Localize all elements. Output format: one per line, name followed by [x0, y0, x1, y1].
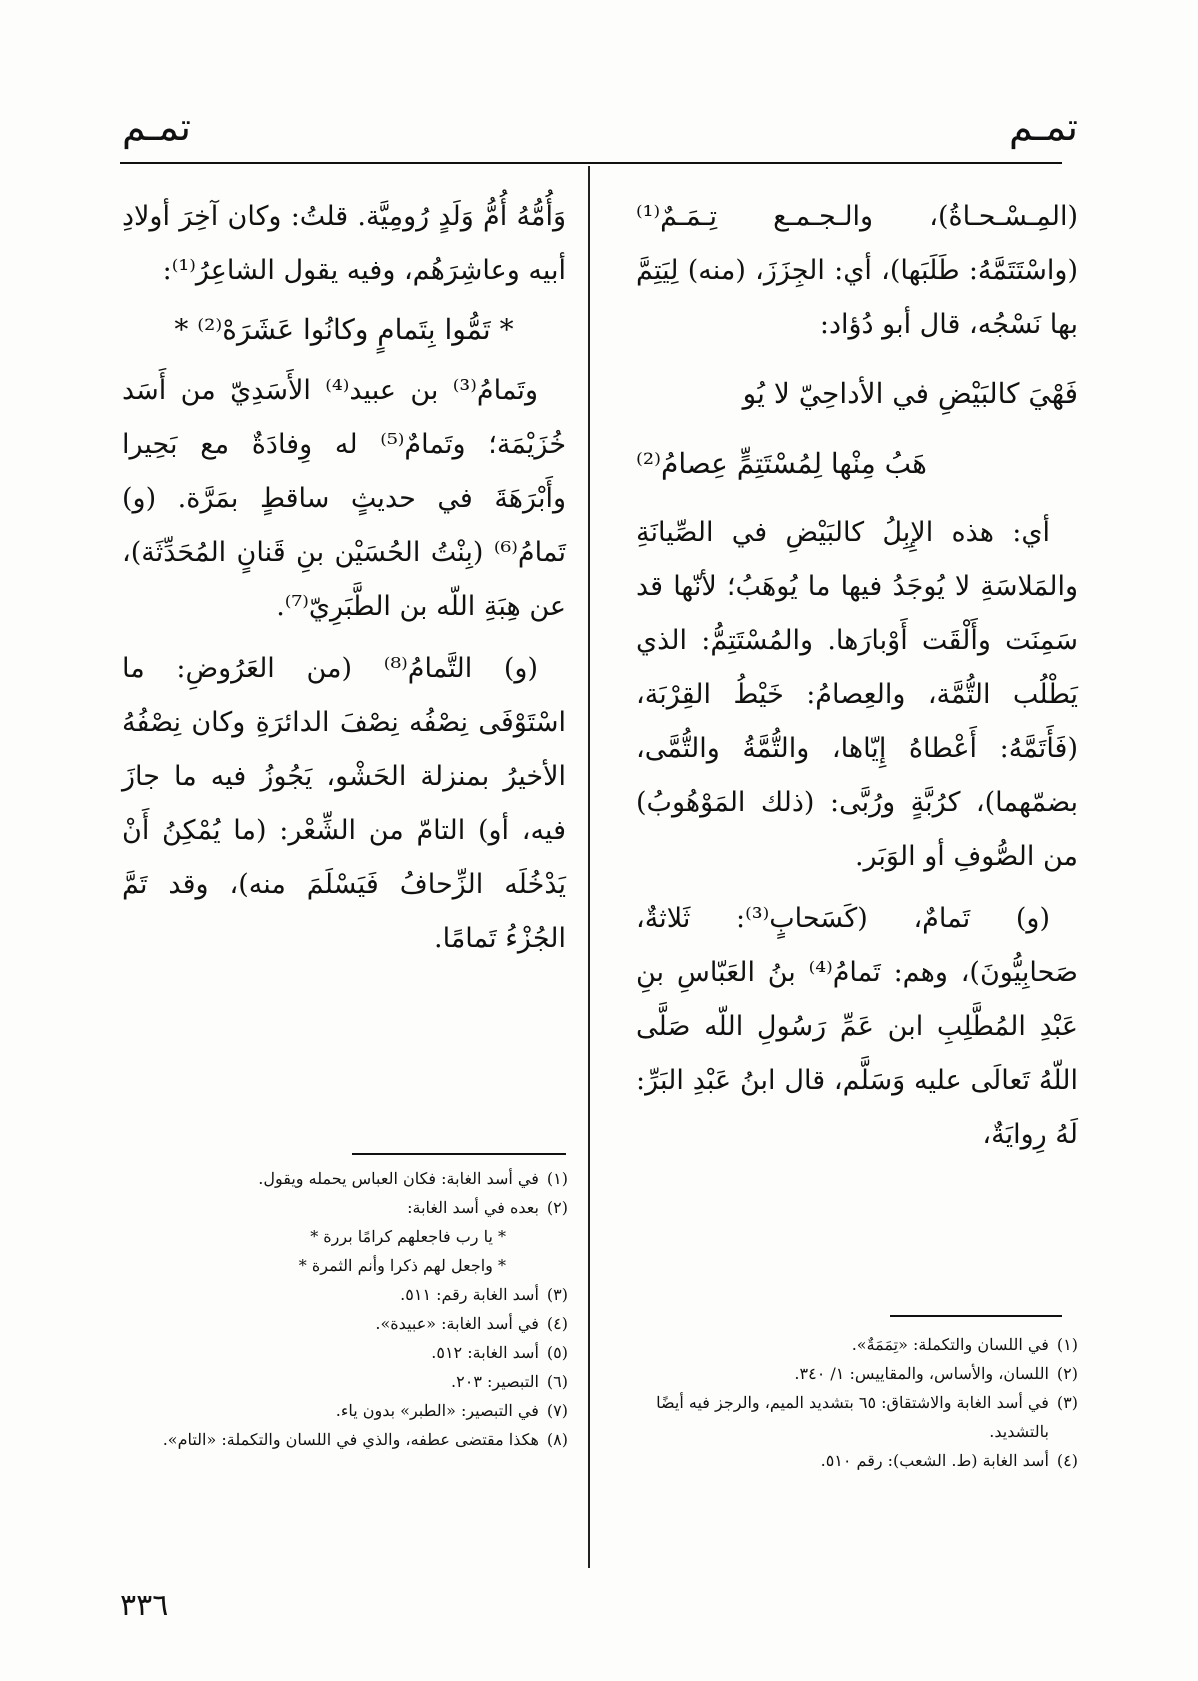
paragraph-1: (المِـسْـحـاةُ)، والـجـمـع تِـمَـمٌ⁽¹⁾ (واسْتَتَمَّهُ: طَلَبَها)، أي: الجِزَزَ، (منه) لِيَتِمَّ بها نَسْجُه، قال أبو دُؤاد:: [636, 201, 1078, 340]
paragraph-2: وتَمامُ⁽³⁾ بن عبيد⁽⁴⁾ الأَسَدِيّ من أَسَد خُزَيْمَة؛ وتَمامٌ⁽⁵⁾ له وِفادَةٌ مع بَحِيرا وأَبْرَهَةَ في حديثٍ ساقطٍ بمَرَّة. (و) تَمامُ⁽⁶⁾ (بِنْتُ الحُسَيْن بنِ قَنانٍ المُحَدِّثَة)، عن هِبَةِ اللّه بن الطَّبَرِيّ⁽⁷⁾.: [122, 375, 567, 622]
footnote-text: * يا رب فاجعلهم كرامًا بررة *: [310, 1227, 506, 1246]
footnote-text: التبصير: ٢٠٣.: [451, 1372, 539, 1391]
footnote-text: بعده في أسد الغابة:: [407, 1198, 539, 1217]
right-column: [636, 190, 1078, 1162]
footnote-text: في التبصير: «الطبر» بدون ياء.: [335, 1401, 539, 1420]
paragraph-2: أي: هذه الإِبِلُ كالبَيْضِ في الصِّيانَةِ والمَلاسَةِ لا يُوجَدُ فيها ما يُوهَبُ؛ لأنّها قد سَمِنَت وأَلْقَت أَوْبارَها. والمُسْتَتِمُّ: الذي يَطْلُب التُّمَّة، والعِصامُ: خَيْطُ القِرْبَة، (فَأَتَمَّهُ: أَعْطاهُ إِيّاها، والتُّمَّةُ والتُّمَّى، بضمّهما)، كرُبَّةٍ ورُبَّى: (ذلك المَوْهُوبُ) من الصُّوفِ أو الوَبَر.: [636, 517, 1078, 872]
header-rule: [120, 162, 1062, 164]
column-divider: [588, 166, 590, 1568]
footnote-item: [122, 1164, 568, 1193]
footnote-item: [632, 1359, 1078, 1388]
footnote-item: [632, 1388, 1078, 1446]
footnote-item: [632, 1446, 1078, 1475]
footnote-number: (٧): [546, 1401, 568, 1420]
left-column: [122, 190, 566, 966]
footnote-item: [122, 1222, 568, 1251]
footnote-text: اللسان، والأساس، والمقاييس: ١/ ٣٤٠.: [794, 1364, 1049, 1383]
footnote-number: (٣): [546, 1285, 568, 1304]
footnote-item: [122, 1338, 568, 1367]
paragraph-3: (و) تَمامٌ، (كَسَحابٍ⁽³⁾: ثَلاثةٌ، صَحابِيُّونَ)، وهم: تَمامُ⁽⁴⁾ بنُ العَبّاسِ بنِ عَبْدِ المُطَّلِبِ ابن عَمِّ رَسُولِ اللّه صَلَّى اللّهُ تَعالَى عليه وَسَلَّم، قال ابنُ عَبْدِ البَرِّ: لَهُ رِوايَةٌ،: [636, 903, 1078, 1150]
footnote-rule-left: [352, 1153, 566, 1155]
footnote-text: أسد الغابة رقم: ٥١١.: [400, 1285, 539, 1304]
paragraph-1: وَأُمُّهُ أُمُّ وَلَدٍ رُومِيَّة. قلتُ: وكان آخِرَ أولادِ أبيه وعاشِرَهُم، وفيه يقول الشاعِرُ⁽¹⁾:: [122, 201, 566, 286]
verse-second-hemistich: هَبُ مِنْها لِمُسْتَتِمٍّ عِصامُ⁽²⁾: [636, 447, 927, 480]
footnote-number: (١): [1056, 1335, 1078, 1354]
footnote-rule-right: [890, 1315, 1062, 1317]
footnote-text: أسد الغابة (ط. الشعب): رقم ٥١٠.: [820, 1451, 1049, 1470]
footnote-number: (٢): [546, 1198, 568, 1217]
footnote-number: (٢): [1056, 1364, 1078, 1383]
footnote-text: في أسد الغابة والاشتقاق: ٦٥ بتشديد الميم، والرجز فيه أيضًا بالتشديد.: [656, 1393, 1049, 1441]
footnotes-right: [632, 1330, 1078, 1475]
footnote-item: [122, 1396, 568, 1425]
page-number: ٣٣٦: [120, 1588, 169, 1623]
footnote-text: في أسد الغابة: «عبيدة».: [375, 1314, 539, 1333]
footnote-item: [632, 1330, 1078, 1359]
running-head-left: تمـم: [122, 105, 191, 149]
footnote-item: [122, 1309, 568, 1338]
footnote-number: (٨): [546, 1430, 568, 1449]
footnote-text: في أسد الغابة: فكان العباس يحمله ويقول.: [258, 1169, 539, 1188]
footnote-number: (٣): [1056, 1393, 1078, 1412]
footnotes-left: [122, 1164, 568, 1454]
footnote-text: أسد الغابة: ٥١٢.: [431, 1343, 539, 1362]
footnote-number: (٥): [546, 1343, 568, 1362]
verse-first-hemistich: فَهْيَ كالبَيْضِ في الأداحِيّ لا يُو: [742, 377, 1078, 410]
footnote-item: [122, 1425, 568, 1454]
footnote-number: (٤): [546, 1314, 568, 1333]
paragraph-3: (و) التَّمامُ⁽⁸⁾ (من العَرُوضِ: ما اسْتَوْفَى نِصْفُه نِصْفَ الدائرَةِ وكان نِصْفُهُ الأخيرُ بمنزلة الحَشْو، يَجُوزُ فيه ما جازَ فيه، أو) التامّ من الشِّعْر: (ما يُمْكِنُ أَنْ يَدْخُلَه الزِّحافُ فَيَسْلَمَ منه)، وقد تَمَّ الجُزْءُ تَمامًا.: [122, 653, 566, 954]
footnote-text: في اللسان والتكملة: «تِمَمَةٌ».: [851, 1335, 1049, 1354]
footnote-number: (٦): [546, 1372, 568, 1391]
verse-line: * تَمُّوا بِتَمامٍ وكانُوا عَشَرَهْ⁽²⁾ *: [174, 313, 514, 346]
footnote-text: هكذا مقتضى عطفه، والذي في اللسان والتكملة: «التام».: [162, 1430, 539, 1449]
footnote-item: [122, 1367, 568, 1396]
footnote-item: [122, 1251, 568, 1280]
footnote-number: (٤): [1056, 1451, 1078, 1470]
running-head-right: تمـم: [1009, 105, 1078, 149]
footnote-item: [122, 1280, 568, 1309]
footnote-item: [122, 1193, 568, 1222]
footnote-number: (١): [546, 1169, 568, 1188]
footnote-text: * واجعل لهم ذكرا وأنم الثمرة *: [298, 1256, 506, 1275]
